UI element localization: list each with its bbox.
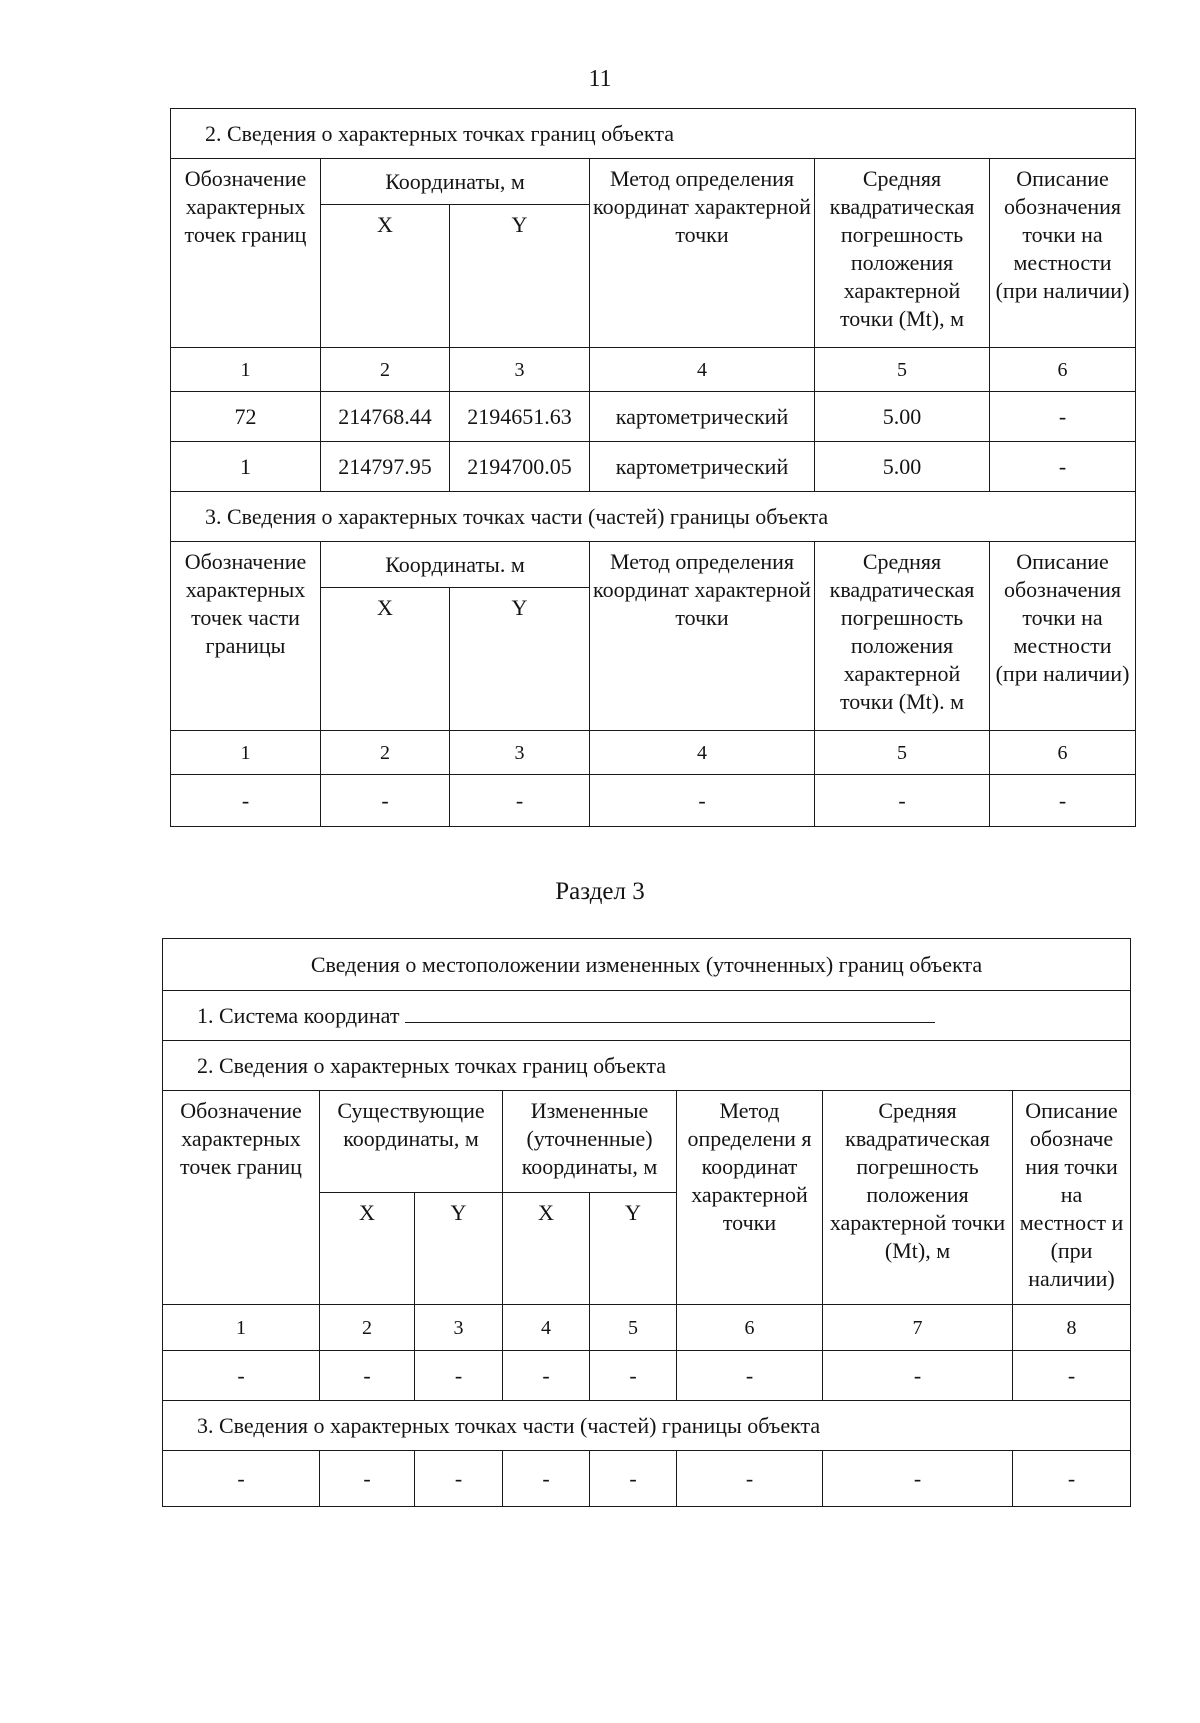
col-number: 5 bbox=[815, 348, 990, 392]
method: - bbox=[590, 775, 815, 827]
cell: - bbox=[823, 1351, 1013, 1401]
col-number: 6 bbox=[677, 1305, 823, 1351]
col-number: 2 bbox=[320, 1305, 415, 1351]
cell: - bbox=[590, 1451, 677, 1507]
col-number: 3 bbox=[415, 1305, 503, 1351]
header-y-changed: Y bbox=[590, 1193, 677, 1305]
col-number: 4 bbox=[590, 348, 815, 392]
cell: - bbox=[503, 1451, 590, 1507]
error: 5.00 bbox=[815, 442, 990, 492]
col-number: 1 bbox=[163, 1305, 320, 1351]
description: - bbox=[990, 775, 1136, 827]
point-id: 72 bbox=[171, 392, 321, 442]
table-row bbox=[171, 392, 1136, 442]
header-designation: Обозначение характерных точек границ bbox=[163, 1091, 320, 1305]
header-existing-coordinates: Существующие координаты, м bbox=[320, 1091, 503, 1193]
coord-x: 214797.95 bbox=[321, 442, 450, 492]
col-number: 1 bbox=[171, 731, 321, 775]
col-number: 6 bbox=[990, 348, 1136, 392]
method: картометрический bbox=[590, 442, 815, 492]
col-number: 3 bbox=[450, 348, 590, 392]
header-description: Описание обозначения точки на местности (при наличии) bbox=[990, 159, 1136, 348]
col-number: 1 bbox=[171, 348, 321, 392]
section-2-title: 2. Сведения о характерных точках границ объекта bbox=[163, 1041, 1131, 1091]
description: - bbox=[990, 392, 1136, 442]
col-number: 5 bbox=[590, 1305, 677, 1351]
method: картометрический bbox=[590, 392, 815, 442]
col-number: 4 bbox=[590, 731, 815, 775]
header-error: Средняя квадратическая погрешность положения характерной точки (Mt), м bbox=[815, 159, 990, 348]
section-heading: Раздел 3 bbox=[555, 878, 645, 905]
cell: - bbox=[320, 1451, 415, 1507]
error: - bbox=[815, 775, 990, 827]
cell: - bbox=[163, 1351, 320, 1401]
header-designation: Обозначение характерных точек части границы bbox=[171, 542, 321, 731]
header-y: Y bbox=[450, 588, 590, 731]
cell: - bbox=[677, 1451, 823, 1507]
col-number: 6 bbox=[990, 731, 1136, 775]
header-error: Средняя квадратическая погрешность положения характерной точки (Mt). м bbox=[815, 542, 990, 731]
cell: - bbox=[415, 1351, 503, 1401]
header-x: X bbox=[321, 205, 450, 348]
cell: - bbox=[163, 1451, 320, 1507]
cell: - bbox=[590, 1351, 677, 1401]
coord-system-label: 1. Система координат bbox=[197, 1002, 400, 1028]
header-error: Средняя квадратическая погрешность положения характерной точки (Mt), м bbox=[823, 1091, 1013, 1305]
point-id: 1 bbox=[171, 442, 321, 492]
error: 5.00 bbox=[815, 392, 990, 442]
coord-x: - bbox=[321, 775, 450, 827]
header-coordinates: Координаты. м bbox=[321, 542, 590, 588]
table-row bbox=[163, 1451, 1131, 1507]
col-number: 5 bbox=[815, 731, 990, 775]
coord-y: 2194700.05 bbox=[450, 442, 590, 492]
header-method: Метод определени я координат характерной точки bbox=[677, 1091, 823, 1305]
coord-system-row bbox=[163, 991, 1131, 1041]
col-number: 4 bbox=[503, 1305, 590, 1351]
cell: - bbox=[823, 1451, 1013, 1507]
header-x: X bbox=[321, 588, 450, 731]
cell: - bbox=[503, 1351, 590, 1401]
coord-y: - bbox=[450, 775, 590, 827]
description: - bbox=[990, 442, 1136, 492]
col-number: 2 bbox=[321, 731, 450, 775]
coord-system-blank bbox=[405, 1002, 935, 1023]
cell: - bbox=[1013, 1351, 1131, 1401]
coord-x: 214768.44 bbox=[321, 392, 450, 442]
cell: - bbox=[1013, 1451, 1131, 1507]
section-2-title: 2. Сведения о характерных точках границ объекта bbox=[171, 109, 1136, 159]
header-designation: Обозначение характерных точек границ bbox=[171, 159, 321, 348]
header-method: Метод определения координат характерной точки bbox=[590, 542, 815, 731]
col-number: 7 bbox=[823, 1305, 1013, 1351]
header-y: Y bbox=[450, 205, 590, 348]
col-number: 8 bbox=[1013, 1305, 1131, 1351]
header-method: Метод определения координат характерной точки bbox=[590, 159, 815, 348]
table-row bbox=[163, 1351, 1131, 1401]
header-changed-coordinates: Измененные (уточненные) координаты, м bbox=[503, 1091, 677, 1193]
page-number: 11 bbox=[588, 66, 612, 92]
header-x-existing: X bbox=[320, 1193, 415, 1305]
table-row bbox=[171, 442, 1136, 492]
cell: - bbox=[320, 1351, 415, 1401]
col-number: 3 bbox=[450, 731, 590, 775]
section-3-title: 3. Сведения о характерных точках части (частей) границы объекта bbox=[163, 1401, 1131, 1451]
header-x-changed: X bbox=[503, 1193, 590, 1305]
table-row bbox=[171, 775, 1136, 827]
section-3-title: 3. Сведения о характерных точках части (частей) границы объекта bbox=[171, 492, 1136, 542]
header-description: Описание обозначения точки на местности (при наличии) bbox=[990, 542, 1136, 731]
cell: - bbox=[415, 1451, 503, 1507]
header-description: Описание обозначе ния точки на местност и (при наличии) bbox=[1013, 1091, 1131, 1305]
col-number: 2 bbox=[321, 348, 450, 392]
changed-boundaries-table bbox=[162, 938, 1131, 1507]
header-y-existing: Y bbox=[415, 1193, 503, 1305]
cell: - bbox=[677, 1351, 823, 1401]
header-coordinates: Координаты, м bbox=[321, 159, 590, 205]
table-title: Сведения о местоположении измененных (уточненных) границ объекта bbox=[163, 939, 1131, 991]
boundary-points-table bbox=[170, 108, 1136, 827]
coord-y: 2194651.63 bbox=[450, 392, 590, 442]
point-id: - bbox=[171, 775, 321, 827]
